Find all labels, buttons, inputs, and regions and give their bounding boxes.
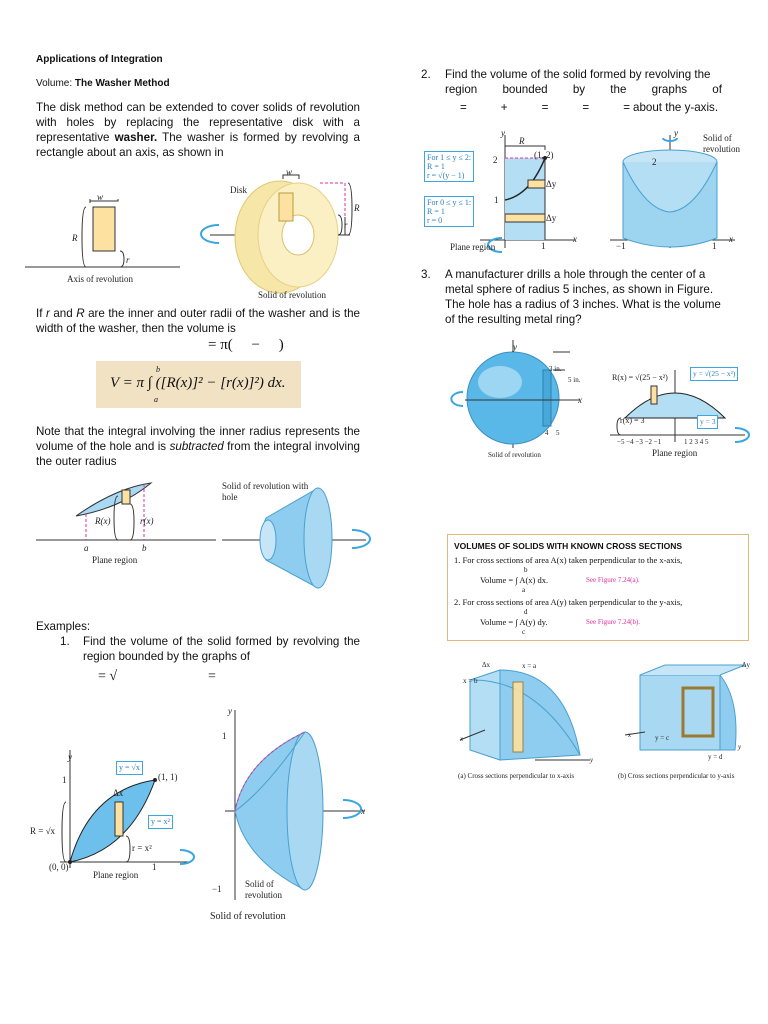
cross-lower2: c [522, 628, 526, 636]
fig8-Rx-label: R(x) = √(25 − x²) [612, 373, 668, 382]
fig10-caption: (b) Cross sections perpendicular to y-axis [618, 772, 735, 780]
solid-with-hole-figure [36, 478, 376, 588]
fig2-b-label: b [142, 543, 147, 553]
note-text-b: from the integral involving the outer radius [36, 440, 361, 468]
intro-paragraph [36, 100, 360, 160]
fig6-solid-label: Solid of revolution [703, 133, 740, 154]
fig1-w-label: w [97, 192, 104, 202]
cross-upper2: d [524, 608, 528, 616]
example2-equations [460, 100, 630, 115]
fig10-x-axis: x [628, 731, 632, 739]
cross-upper1: b [524, 566, 528, 574]
cross-sections-panel [447, 534, 749, 641]
ex2-word: the [610, 83, 627, 96]
example3-text: A manufacturer drills a hole through the center of a metal sphere of radius 5 inches, as shown in Figure. The hole has a radius of 3 inches. What is the volume of the resulting metal ring? [445, 268, 721, 326]
ex2-word: of [712, 83, 722, 96]
note-paragraph [36, 424, 360, 469]
example2-words [445, 82, 722, 97]
fig2-plane-label: Plane region [92, 555, 138, 565]
fig3-dx-label: Δx [113, 788, 124, 798]
example2-plane-figure [420, 130, 590, 260]
fig9-dx-label: Δx [482, 661, 491, 669]
example1-plane-figure [30, 750, 200, 880]
radii-paragraph [36, 306, 360, 336]
fig5-x1-label: 1 [541, 241, 546, 251]
fig3-one-label: 1 [62, 775, 67, 785]
pi-expression: = π( − ) [208, 337, 284, 353]
fig7-solid-label: Solid of revolution [488, 451, 541, 459]
fig1-axis-label: Axis of revolution [67, 274, 133, 284]
example3-number: 3. [421, 268, 431, 281]
fig1-R2-label: R [354, 203, 360, 213]
cross-vol2: Volume = ∫ A(y) dy. [480, 617, 548, 627]
example2-text: Find the volume of the solid formed by revolving the [445, 68, 711, 81]
fig3-origin-label: (0, 0) [49, 862, 69, 872]
washer-formula: V = π ∫ ([R(x)]² − [r(x)]²) dx. [110, 375, 286, 391]
box-line: r = 0 [427, 216, 443, 225]
ex2-word: region [445, 83, 478, 96]
cross-lower1: a [522, 586, 526, 594]
ex2-word: graphs [651, 83, 688, 96]
formula-upper-limit: b [156, 365, 160, 374]
box-line: R = 1 [427, 207, 445, 216]
fig5-dy-label: Δy [546, 179, 557, 189]
sphere-figure [455, 340, 585, 460]
cross-vol1: Volume = ∫ A(x) dx. [480, 575, 549, 585]
cross-ref2-link[interactable]: See Figure 7.24(b). [586, 618, 641, 626]
fig5-x-axis: x [573, 234, 577, 244]
cross-section-y-figure [625, 660, 755, 770]
fig1-r-label: r [126, 255, 130, 265]
intro-text-2: The washer is formed by revolving a rectangle about an axis, as shown in [36, 131, 360, 159]
fig5-plane-label: Plane region [450, 242, 496, 252]
fig5-box-upper [424, 151, 474, 182]
ex2-word: by [572, 83, 586, 96]
example1-eq1: = √ [98, 669, 118, 684]
fig4-solid-label: Solid of revolution [245, 879, 282, 900]
examples-heading: Examples: [36, 620, 91, 633]
intro-text: The disk method can be extended to cover solids of revolution with holes by replacing the representative disk with a representative [36, 101, 360, 144]
fig10-yd-label: y = d [708, 753, 723, 761]
fig6-y-axis: y [674, 128, 678, 138]
fig5-two-label: 2 [493, 155, 498, 165]
fig2-Rx-label: R(x) [95, 516, 111, 526]
ex2-word: bounded [502, 83, 548, 96]
fig7-x-axis: x [578, 395, 582, 405]
ex2-eq-symbol: = [623, 101, 630, 114]
fig8-ybox1: y = √(25 − x²) [690, 367, 738, 381]
fig7-y-axis: y [513, 342, 517, 352]
fig7-3in-label: 3 in. [549, 365, 562, 373]
fig10-y-axis: y [738, 743, 742, 751]
fig8-ticks-pos: 1 2 3 4 5 [684, 438, 709, 446]
cross-item2: 2. For cross sections of area A(y) taken perpendicular to the y-axis, [454, 597, 683, 607]
fig1-w2-label: w [286, 167, 293, 177]
fig3-sqrt-box: y = √x [116, 761, 143, 775]
fig8-ticks-neg: −5 −4 −3 −2 −1 [617, 438, 662, 446]
fig1-R-label: R [72, 233, 78, 243]
fig3-plane-label: Plane region [93, 870, 139, 880]
cross-section-x-figure [455, 660, 605, 770]
radii-R: R [76, 307, 85, 320]
fig7-four-label: 4 [545, 429, 549, 437]
ex2-eq-symbol: + [500, 101, 508, 114]
ex2-eq-symbol: = [460, 101, 467, 114]
fig7-5in-label: 5 in. [568, 376, 581, 384]
cross-sections-title: VOLUMES OF SOLIDS WITH KNOWN CROSS SECTIONS [454, 541, 683, 551]
radii-text-a: If [36, 307, 46, 320]
intro-bold: washer. [114, 131, 158, 144]
radii-text-b: and [49, 307, 77, 320]
fig5-R-label: R [519, 136, 525, 146]
fig8-ybox2: y = 3 [697, 415, 718, 429]
box-line: For 1 ≤ y ≤ 2: [427, 153, 472, 162]
fig3-r-label: r = x² [132, 843, 152, 853]
box-line: For 0 ≤ y ≤ 1: [427, 198, 472, 207]
cross-item1: 1. For cross sections of area A(x) taken perpendicular to the x-axis, [454, 555, 683, 565]
fig6-neg1-label: −1 [616, 241, 626, 251]
ex2-eq-symbol: = [541, 101, 549, 114]
example1-eq2: = [208, 669, 216, 684]
box-line: R = 1 [427, 162, 445, 171]
example2-tail: about the y-axis. [633, 101, 719, 114]
formula-lower-limit: a [154, 395, 158, 404]
fig9-x-axis: x [460, 735, 464, 743]
fig5-point-12: (1, 2) [534, 150, 554, 160]
fig9-xa-label: x = a [522, 662, 537, 670]
fig5-y-axis: y [501, 128, 505, 138]
volume-prefix: Volume: [36, 78, 75, 89]
fig2-a-label: a [84, 543, 89, 553]
fig9-y-axis: y [590, 756, 594, 764]
note-italic: subtracted [169, 440, 224, 453]
volume-subheading [36, 76, 170, 91]
fig8-rx-label: r(x) = 3 [620, 416, 645, 425]
fig7-five-label: 5 [556, 429, 560, 437]
fig3-y-axis: y [68, 752, 72, 762]
fig1-solid-label: Solid of revolution [258, 290, 326, 300]
fig6-two-label: 2 [652, 157, 657, 167]
box-line: r = √(y − 1) [427, 171, 465, 180]
fig1-disk-label: Disk [230, 185, 248, 195]
fig10-dy-label: Δy [742, 661, 751, 669]
fig2-rx-label: r(x) [140, 516, 154, 526]
washer-formula-box [96, 361, 301, 408]
fig2-solid-label: Solid of revolution with hole [222, 481, 309, 502]
radii-text-c: are the inner and outer radii of the washer and is the width of the washer, then the volume is [36, 307, 360, 335]
washer-method-title: The Washer Method [74, 78, 170, 89]
fig3-R-label: R = √x [30, 826, 56, 836]
fig9-xb-label: x = b [463, 677, 478, 685]
fig6-x-axis: x [729, 234, 733, 244]
fig5-dy2-label: Δy [546, 213, 557, 223]
fig6-one-label: 1 [712, 241, 717, 251]
fig4-y-axis: y [228, 706, 232, 716]
fig4-neg1-label: −1 [212, 884, 222, 894]
note-text-a: Note that the integral involving the inner radius represents the volume of the hole and is [36, 425, 360, 453]
fig4-caption: Solid of revolution [210, 911, 286, 922]
radii-r: r [45, 307, 50, 320]
example2-number: 2. [421, 68, 431, 81]
cross-ref1-link[interactable]: See Figure 7.24(a). [586, 576, 640, 584]
fig10-yc-label: y = c [655, 734, 670, 742]
fig8-plane-label: Plane region [652, 448, 698, 458]
fig4-x-axis: x [361, 806, 365, 816]
ex2-eq-symbol: = [582, 101, 590, 114]
example1-text: Find the volume of the solid formed by revolving the region bounded by the graphs of [83, 635, 360, 663]
fig3-point-11: (1, 1) [158, 772, 178, 782]
section-heading: Applications of Integration [36, 54, 163, 65]
fig1-r2-label: r [344, 220, 348, 230]
fig3-x1-label: 1 [152, 862, 157, 872]
fig9-caption: (a) Cross sections perpendicular to x-axis [458, 772, 575, 780]
fig5-one-label: 1 [494, 195, 499, 205]
fig3-square-box: y = x² [148, 815, 173, 829]
example1-number: 1. [60, 635, 70, 648]
fig5-box-lower [424, 196, 474, 227]
fig4-one-label: 1 [222, 731, 227, 741]
